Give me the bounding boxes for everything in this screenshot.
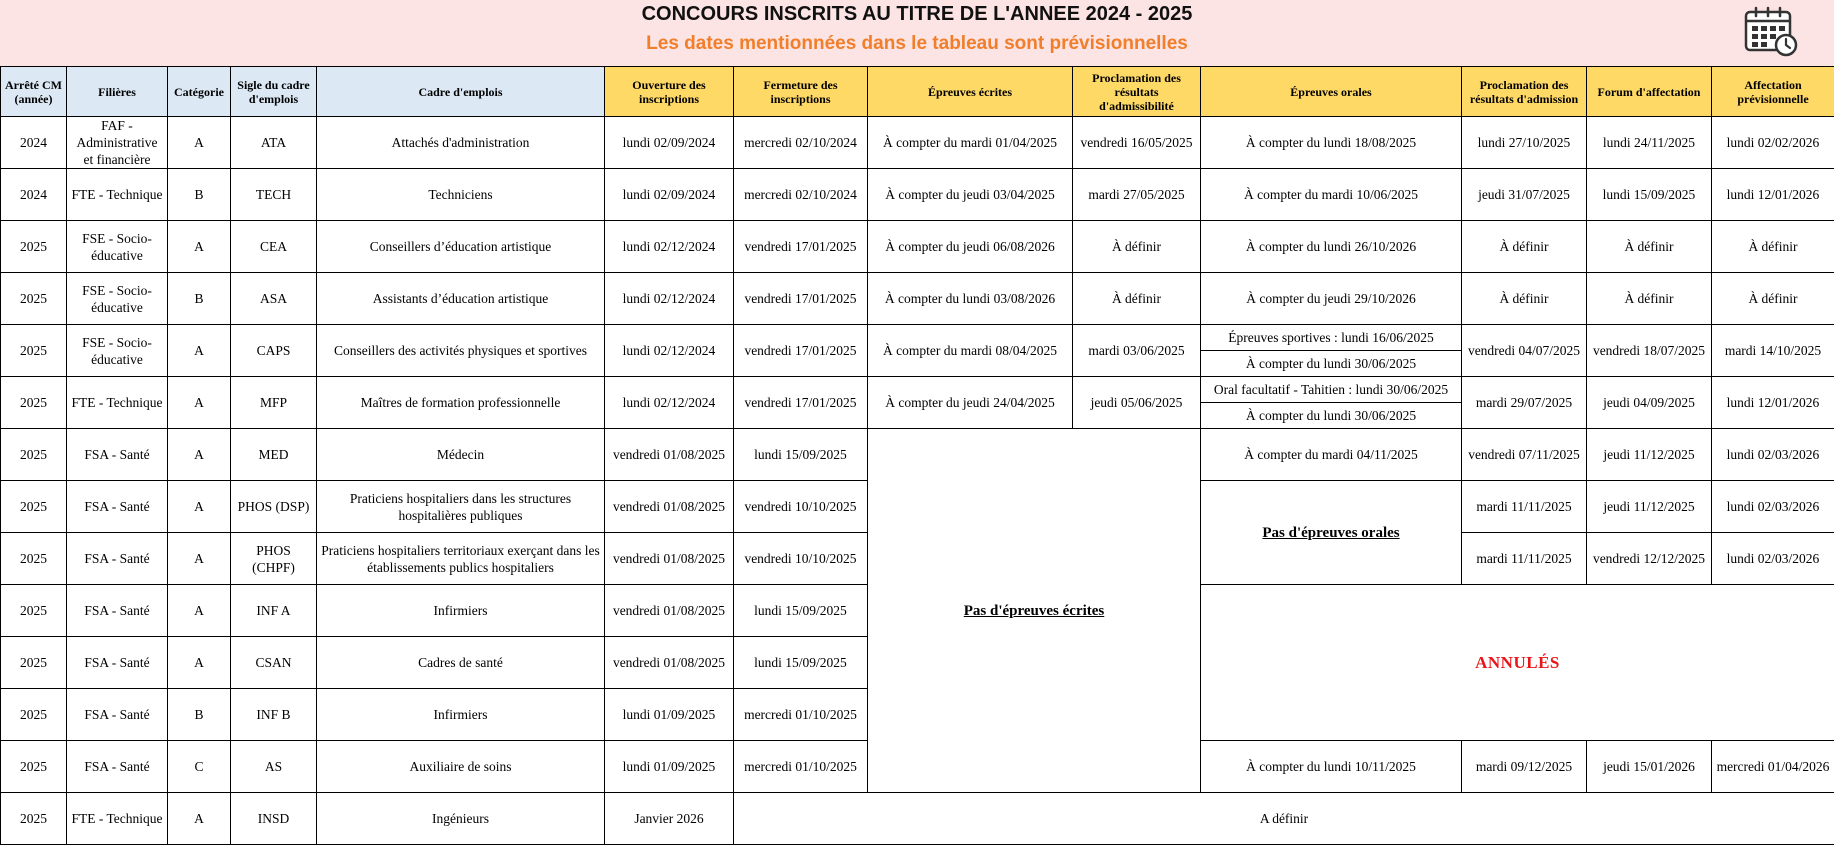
cell-cadre: Praticiens hospitaliers territoriaux exerçant dans les établissements publics hospitaliers	[317, 533, 605, 585]
cell-filiere: FSE - Socio-éducative	[67, 221, 168, 273]
cell-filiere: FSA - Santé	[67, 637, 168, 689]
cell-filiere: FTE - Technique	[67, 377, 168, 429]
cell-annee: 2024	[1, 169, 67, 221]
cell-categorie: B	[168, 689, 231, 741]
cell-sigle: CAPS	[231, 325, 317, 377]
header-sigle: Sigle du cadre d'emplois	[231, 67, 317, 117]
cell-ecrites: À compter du jeudi 03/04/2025	[868, 169, 1073, 221]
pas-orales-label: Pas d'épreuves orales	[1262, 525, 1399, 541]
header-forum: Forum d'affectation	[1587, 67, 1712, 117]
cell-categorie: A	[168, 585, 231, 637]
cell-ouverture: vendredi 01/08/2025	[605, 637, 734, 689]
cell-sigle: TECH	[231, 169, 317, 221]
cell-categorie: A	[168, 325, 231, 377]
header-arrete: Arrêté CM (année)	[1, 67, 67, 117]
cell-categorie: B	[168, 273, 231, 325]
cell-categorie: A	[168, 533, 231, 585]
cell-cadre: Infirmiers	[317, 689, 605, 741]
cell-forum: jeudi 11/12/2025	[1587, 429, 1712, 481]
cell-filiere: FSA - Santé	[67, 741, 168, 793]
cell-fermeture: vendredi 17/01/2025	[734, 377, 868, 429]
cell-affectation: mercredi 01/04/2026	[1712, 741, 1834, 793]
cell-ouverture: lundi 02/12/2024	[605, 377, 734, 429]
table-row	[1, 793, 1834, 845]
cell-ouverture: lundi 02/12/2024	[605, 221, 734, 273]
cell-filiere: FSA - Santé	[67, 429, 168, 481]
cell-annee: 2025	[1, 637, 67, 689]
cell-cadre: Ingénieurs	[317, 793, 605, 845]
cell-cadre: Médecin	[317, 429, 605, 481]
cell-filiere: FSE - Socio-éducative	[67, 273, 168, 325]
cell-filiere: FSA - Santé	[67, 533, 168, 585]
cell-cadre: Auxiliaire de soins	[317, 741, 605, 793]
header-ouverture: Ouverture des inscriptions	[605, 67, 734, 117]
cell-admission: mardi 09/12/2025	[1462, 741, 1587, 793]
cell-fermeture: mercredi 01/10/2025	[734, 689, 868, 741]
calendar-clock-icon	[1743, 5, 1799, 57]
cell-fermeture: lundi 15/09/2025	[734, 637, 868, 689]
cell-forum: lundi 15/09/2025	[1587, 169, 1712, 221]
cell-cadre: Conseillers d’éducation artistique	[317, 221, 605, 273]
header-ecrites: Épreuves écrites	[868, 67, 1073, 117]
cell-forum: jeudi 15/01/2026	[1587, 741, 1712, 793]
cell-sigle: PHOS (DSP)	[231, 481, 317, 533]
cell-forum: jeudi 11/12/2025	[1587, 481, 1712, 533]
cell-admission: jeudi 31/07/2025	[1462, 169, 1587, 221]
merged-annules	[1201, 585, 1834, 741]
cell-affectation: lundi 02/03/2026	[1712, 533, 1834, 585]
cell-orales: À compter du jeudi 29/10/2026	[1201, 273, 1462, 325]
cell-orales: À compter du mardi 04/11/2025	[1201, 429, 1462, 481]
cell-categorie: A	[168, 637, 231, 689]
cell-categorie: A	[168, 429, 231, 481]
table-row	[1, 325, 1834, 351]
page-title: CONCOURS INSCRITS AU TITRE DE L'ANNEE 2024 - 2025	[0, 3, 1834, 26]
cell-cadre: Maîtres de formation professionnelle	[317, 377, 605, 429]
header-row	[1, 67, 1834, 117]
cell-orales: À compter du lundi 18/08/2025	[1201, 117, 1462, 169]
cell-admission: mardi 29/07/2025	[1462, 377, 1587, 429]
cell-affectation: lundi 02/03/2026	[1712, 481, 1834, 533]
cell-fermeture: mercredi 02/10/2024	[734, 117, 868, 169]
cell-annee: 2025	[1, 689, 67, 741]
cell-ouverture: lundi 01/09/2025	[605, 689, 734, 741]
cell-fermeture: vendredi 17/01/2025	[734, 325, 868, 377]
header-proc-admission: Proclamation des résultats d'admission	[1462, 67, 1587, 117]
cell-ouverture: lundi 02/12/2024	[605, 273, 734, 325]
cell-annee: 2025	[1, 325, 67, 377]
cell-affectation: lundi 12/01/2026	[1712, 377, 1834, 429]
cell-cadre: Techniciens	[317, 169, 605, 221]
cell-categorie: B	[168, 169, 231, 221]
header-filieres: Filières	[67, 67, 168, 117]
cell-annee: 2025	[1, 585, 67, 637]
cell-ecrites: À compter du lundi 03/08/2026	[868, 273, 1073, 325]
merged-pas-ecrites	[868, 429, 1201, 793]
cell-categorie: A	[168, 481, 231, 533]
cell-orales-facultatif: Oral facultatif - Tahitien : lundi 30/06/2025	[1201, 377, 1462, 403]
cell-affectation: lundi 02/02/2026	[1712, 117, 1834, 169]
cell-filiere: FSA - Santé	[67, 481, 168, 533]
cell-sigle: ASA	[231, 273, 317, 325]
cell-orales: À compter du lundi 10/11/2025	[1201, 741, 1462, 793]
merged-pas-orales	[1201, 481, 1462, 585]
cell-ecrites: À compter du jeudi 24/04/2025	[868, 377, 1073, 429]
cell-filiere: FTE - Technique	[67, 169, 168, 221]
cell-cadre: Infirmiers	[317, 585, 605, 637]
cell-filiere: FAF - Administrative et financière	[67, 117, 168, 169]
cell-forum: vendredi 12/12/2025	[1587, 533, 1712, 585]
cell-ouverture: lundi 01/09/2025	[605, 741, 734, 793]
cell-a-definir: A définir	[734, 793, 1834, 845]
cell-cadre: Attachés d'administration	[317, 117, 605, 169]
cell-affectation: lundi 12/01/2026	[1712, 169, 1834, 221]
table-row	[1, 429, 1834, 481]
cell-sigle: INF A	[231, 585, 317, 637]
cell-admission: lundi 27/10/2025	[1462, 117, 1587, 169]
header-orales: Épreuves orales	[1201, 67, 1462, 117]
cell-fermeture: vendredi 10/10/2025	[734, 533, 868, 585]
cell-admissibilite: jeudi 05/06/2025	[1073, 377, 1201, 429]
cell-forum: vendredi 18/07/2025	[1587, 325, 1712, 377]
cell-ecrites: À compter du jeudi 06/08/2026	[868, 221, 1073, 273]
cell-forum: À définir	[1587, 221, 1712, 273]
cell-forum: jeudi 04/09/2025	[1587, 377, 1712, 429]
cell-affectation: mardi 14/10/2025	[1712, 325, 1834, 377]
cell-cadre: Conseillers des activités physiques et sportives	[317, 325, 605, 377]
cell-admission: vendredi 04/07/2025	[1462, 325, 1587, 377]
cell-fermeture: vendredi 10/10/2025	[734, 481, 868, 533]
cell-annee: 2025	[1, 273, 67, 325]
cell-filiere: FSA - Santé	[67, 585, 168, 637]
cell-annee: 2025	[1, 793, 67, 845]
cell-fermeture: vendredi 17/01/2025	[734, 221, 868, 273]
cell-fermeture: vendredi 17/01/2025	[734, 273, 868, 325]
cell-orales: À compter du mardi 10/06/2025	[1201, 169, 1462, 221]
cell-ouverture: vendredi 01/08/2025	[605, 533, 734, 585]
cell-categorie: A	[168, 793, 231, 845]
cell-filiere: FTE - Technique	[67, 793, 168, 845]
cell-admissibilite: mardi 27/05/2025	[1073, 169, 1201, 221]
cell-fermeture: lundi 15/09/2025	[734, 429, 868, 481]
cell-annee: 2024	[1, 117, 67, 169]
cell-sigle: ATA	[231, 117, 317, 169]
cell-sigle: CSAN	[231, 637, 317, 689]
cell-affectation: lundi 02/03/2026	[1712, 429, 1834, 481]
cell-annee: 2025	[1, 741, 67, 793]
concours-table	[0, 66, 1834, 845]
cell-affectation: À définir	[1712, 221, 1834, 273]
cell-ecrites: À compter du mardi 08/04/2025	[868, 325, 1073, 377]
cell-annee: 2025	[1, 481, 67, 533]
cell-ouverture: vendredi 01/08/2025	[605, 585, 734, 637]
header-cadre: Cadre d'emplois	[317, 67, 605, 117]
cell-admissibilite: À définir	[1073, 273, 1201, 325]
cell-categorie: A	[168, 377, 231, 429]
cell-categorie: C	[168, 741, 231, 793]
cell-fermeture: mercredi 02/10/2024	[734, 169, 868, 221]
cell-forum: lundi 24/11/2025	[1587, 117, 1712, 169]
table-row	[1, 273, 1834, 325]
cell-ouverture: Janvier 2026	[605, 793, 734, 845]
header-categorie: Catégorie	[168, 67, 231, 117]
cell-admission: vendredi 07/11/2025	[1462, 429, 1587, 481]
cell-ouverture: vendredi 01/08/2025	[605, 481, 734, 533]
cell-sigle: INSD	[231, 793, 317, 845]
cell-cadre: Praticiens hospitaliers dans les structures hospitalières publiques	[317, 481, 605, 533]
cell-fermeture: lundi 15/09/2025	[734, 585, 868, 637]
cell-sigle: MFP	[231, 377, 317, 429]
cell-categorie: A	[168, 221, 231, 273]
cell-admission: mardi 11/11/2025	[1462, 481, 1587, 533]
cell-ecrites: À compter du mardi 01/04/2025	[868, 117, 1073, 169]
header-affectation: Affectation prévisionnelle	[1712, 67, 1834, 117]
cell-ouverture: vendredi 01/08/2025	[605, 429, 734, 481]
cell-annee: 2025	[1, 429, 67, 481]
cell-filiere: FSE - Socio-éducative	[67, 325, 168, 377]
pas-ecrites-label: Pas d'épreuves écrites	[964, 603, 1105, 619]
cell-ouverture: lundi 02/09/2024	[605, 169, 734, 221]
cell-forum: À définir	[1587, 273, 1712, 325]
cell-sigle: AS	[231, 741, 317, 793]
cell-ouverture: lundi 02/12/2024	[605, 325, 734, 377]
cell-admissibilite: mardi 03/06/2025	[1073, 325, 1201, 377]
cell-admission: mardi 11/11/2025	[1462, 533, 1587, 585]
table-row	[1, 169, 1834, 221]
cell-categorie: A	[168, 117, 231, 169]
cell-orales: À compter du lundi 30/06/2025	[1201, 403, 1462, 429]
cell-annee: 2025	[1, 221, 67, 273]
cell-orales-sportives: Épreuves sportives : lundi 16/06/2025	[1201, 325, 1462, 351]
cell-sigle: CEA	[231, 221, 317, 273]
cell-cadre: Cadres de santé	[317, 637, 605, 689]
cell-admissibilite: vendredi 16/05/2025	[1073, 117, 1201, 169]
cell-admissibilite: À définir	[1073, 221, 1201, 273]
cell-sigle: PHOS (CHPF)	[231, 533, 317, 585]
header-fermeture: Fermeture des inscriptions	[734, 67, 868, 117]
table-row	[1, 221, 1834, 273]
cell-orales: À compter du lundi 26/10/2026	[1201, 221, 1462, 273]
cell-annee: 2025	[1, 377, 67, 429]
cell-orales: À compter du lundi 30/06/2025	[1201, 351, 1462, 377]
cell-admission: À définir	[1462, 273, 1587, 325]
cell-fermeture: mercredi 01/10/2025	[734, 741, 868, 793]
cell-admission: À définir	[1462, 221, 1587, 273]
cell-sigle: INF B	[231, 689, 317, 741]
header-proc-admissibilite: Proclamation des résultats d'admissibilité	[1073, 67, 1201, 117]
table-row	[1, 117, 1834, 169]
page-subtitle: Les dates mentionnées dans le tableau sont prévisionnelles	[0, 33, 1834, 55]
cell-cadre: Assistants d’éducation artistique	[317, 273, 605, 325]
cell-affectation: À définir	[1712, 273, 1834, 325]
cell-ouverture: lundi 02/09/2024	[605, 117, 734, 169]
cell-annee: 2025	[1, 533, 67, 585]
cell-sigle: MED	[231, 429, 317, 481]
cell-filiere: FSA - Santé	[67, 689, 168, 741]
table-row	[1, 377, 1834, 403]
annules-label: ANNULÉS	[1475, 653, 1560, 672]
